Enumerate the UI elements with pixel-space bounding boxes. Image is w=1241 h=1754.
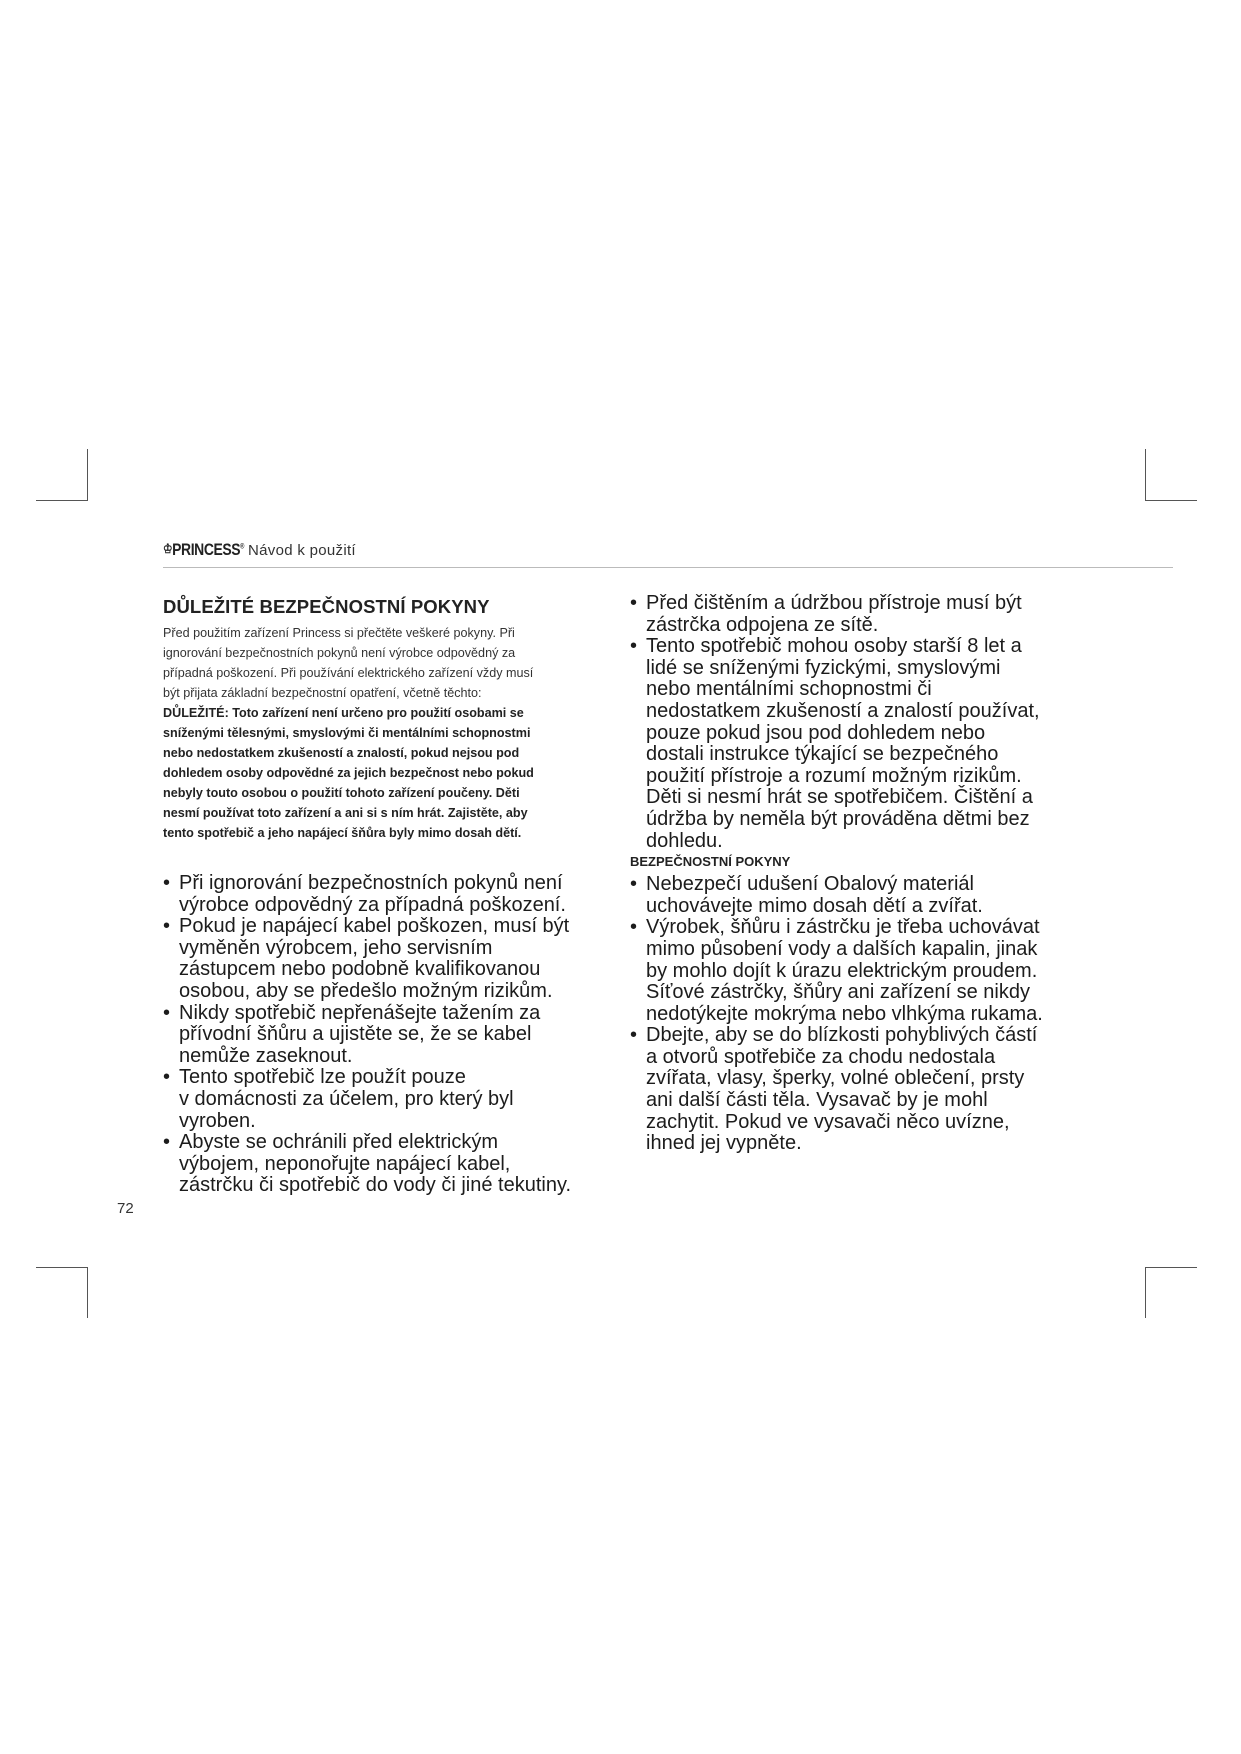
notice-line: nebo nedostatkem zkušeností a znalostí, pokud nejsou pod — [163, 746, 520, 760]
header-divider — [163, 567, 1173, 568]
intro-paragraph — [163, 623, 613, 703]
list-item: • Před čištěním a údržbou přístroje musí být zástrčka odpojena ze sítě. — [630, 593, 1080, 636]
right-bullet-list-top — [630, 593, 1080, 852]
crop-mark-top-left-v — [87, 449, 88, 501]
list-item: • Pokud je napájecí kabel poškozen, musí být vyměněn výrobcem, jeho servisním zástupcem nebo podobně kvalifikovanou osobou, aby se předešlo možným rizikům. — [163, 916, 613, 1002]
notice-line: tento spotřebič a jeho napájecí šňůra byly mimo dosah dětí. — [163, 826, 522, 840]
left-bullet-list — [163, 873, 613, 1197]
page-header — [163, 540, 1173, 566]
intro-line: případná poškození. Při používání elektrického zařízení vždy musí — [163, 666, 534, 680]
list-item: • Dbejte, aby se do blízkosti pohyblivých částí a otvorů spotřebiče za chodu nedostala zvířata, vlasy, šperky, volné oblečení, prsty ani další části těla. Vysavač by je mohl zachytit. Pokud ve vysavači něco uvízne, ihned jej vypněte. — [630, 1025, 1080, 1155]
list-item: • Výrobek, šňůru i zástrčku je třeba uchovávat mimo působení vody a dalších kapalin, jinak by mohlo dojít k úrazu elektrickým proudem. Síťové zástrčky, šňůry ani zařízení se nikdy nedotýkejte mokrýma nebo vlhkýma rukama. — [630, 917, 1080, 1025]
list-item: • Nikdy spotřebič nepřenášejte tažením za přívodní šňůru a ujistěte se, že se kabel nemůže zaseknout. — [163, 1003, 613, 1068]
notice-line: DŮLEŽITÉ: Toto zařízení není určeno pro použití osobami se — [163, 706, 524, 720]
list-item: • Abyste se ochránili před elektrickým výbojem, neponořujte napájecí kabel, zástrčku či spotřebič do vody či jiné tekutiny. — [163, 1132, 613, 1197]
left-column — [163, 596, 613, 1197]
notice-line: sníženými tělesnými, smyslovými či mentálními schopnostmi — [163, 726, 531, 740]
crown-icon: ♔ — [163, 541, 173, 556]
brand-name: PRINCESS — [172, 540, 241, 559]
safety-subheading: BEZPEČNOSTNÍ POKYNY — [630, 854, 791, 870]
list-item: • Nebezpečí udušení Obalový materiál uchovávejte mimo dosah dětí a zvířat. — [630, 874, 1080, 917]
crop-mark-top-right-v — [1145, 449, 1146, 501]
right-bullet-list-bottom — [630, 874, 1080, 1155]
notice-line: nebyly touto osobou o použití tohoto zařízení poučeny. Děti — [163, 786, 520, 800]
intro-line: ignorování bezpečnostních pokynů není výrobce odpovědný za — [163, 646, 516, 660]
section-heading: DŮLEŽITÉ BEZPEČNOSTNÍ POKYNY — [163, 596, 490, 617]
page-number: 72 — [117, 1200, 134, 1217]
brand-logo: ♔PRINCESS® — [163, 540, 244, 559]
intro-line: Před použitím zařízení Princess si přečtěte veškeré pokyny. Při — [163, 626, 515, 640]
right-column — [630, 593, 1080, 1155]
list-item: • Tento spotřebič lze použít pouze v domácnosti za účelem, pro který byl vyroben. — [163, 1067, 613, 1132]
manual-title: Návod k použití — [248, 542, 356, 559]
crop-mark-bottom-left-v — [87, 1267, 88, 1318]
list-item: • Tento spotřebič mohou osoby starší 8 let a lidé se sníženými fyzickými, smyslovými nebo mentálními schopnostmi či nedostatkem zkušeností a znalostí používat, pouze pokud jsou pod dohledem nebo dostali instrukce týkající se bezpečného použití přístroje a rozumí možným rizikům. Děti si nesmí hrát se spotřebičem. Čištění a údržba by neměla být prováděna dětmi bez dohledu. — [630, 636, 1080, 852]
crop-mark-bottom-right-h — [1145, 1267, 1197, 1268]
notice-line: dohledem osoby odpovědné za jejich bezpečnost nebo pokud — [163, 766, 534, 780]
intro-line: být přijata základní bezpečnostní opatření, včetně těchto: — [163, 686, 482, 700]
important-notice — [163, 703, 613, 843]
crop-mark-bottom-right-v — [1145, 1267, 1146, 1318]
notice-line: nesmí používat toto zařízení a ani si s ním hrát. Zajistěte, aby — [163, 806, 528, 820]
crop-mark-top-left-h — [36, 500, 88, 501]
crop-mark-bottom-left-h — [36, 1267, 88, 1268]
list-item: • Při ignorování bezpečnostních pokynů není výrobce odpovědný za případná poškození. — [163, 873, 613, 916]
crop-mark-top-right-h — [1145, 500, 1197, 501]
